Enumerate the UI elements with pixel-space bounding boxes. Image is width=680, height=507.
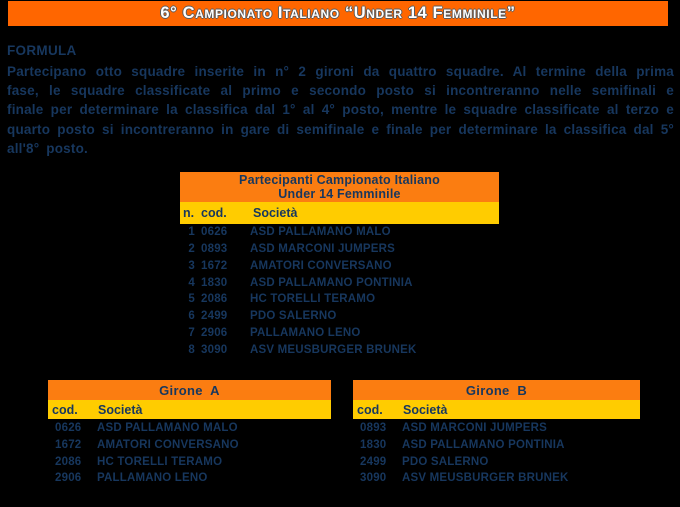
formula-paragraph: Partecipano otto squadre inserite in n° 2 gironi da quattro squadre. Al termine della prima fase, le squadre classificate al primo e secondo posto si incontreranno nelle semifinali e finale per determinare la classifica dal 1° al 4° posto, mentre le squadre classificate al terzo e quarto posto si incontreranno in gare di semifinale e finale per determinare la classifica dal 5° all'8° posto.: [7, 64, 674, 156]
cell-societa: PDO SALERNO: [250, 310, 337, 323]
cell-societa: ASD PALLAMANO MALO: [250, 226, 391, 239]
column-header-n: n.: [183, 206, 195, 220]
cell-cod: 2906: [55, 472, 82, 485]
cell-societa: AMATORI CONVERSANO: [250, 259, 392, 272]
column-header-cod: cod.: [52, 402, 78, 417]
cell-n: 3: [188, 259, 195, 272]
girone-a-rows: [48, 420, 331, 487]
cell-societa: PDO SALERNO: [402, 455, 489, 468]
cell-n: 1: [188, 226, 195, 239]
cell-societa: PALLAMANO LENO: [250, 326, 361, 339]
girone-a-header: Girone A: [48, 380, 331, 400]
cell-cod: 2086: [201, 293, 228, 306]
table-row: [180, 308, 499, 325]
column-header-societa: Società: [403, 402, 448, 417]
cell-cod: 1830: [360, 439, 387, 452]
table-row: [180, 325, 499, 342]
cell-cod: 0893: [360, 422, 387, 435]
table-row: [180, 341, 499, 358]
cell-cod: 0626: [55, 422, 82, 435]
cell-societa: HC TORELLI TERAMO: [250, 293, 376, 306]
participants-title-line2: Under 14 Femminile: [278, 187, 401, 201]
cell-cod: 2499: [360, 455, 387, 468]
column-header-societa: Società: [98, 402, 143, 417]
cell-societa: HC TORELLI TERAMO: [97, 455, 223, 468]
cell-societa: ASD PALLAMANO PONTINIA: [250, 276, 413, 289]
participants-title-line1: Partecipanti Campionato Italiano: [239, 172, 440, 187]
cell-societa: ASD PALLAMANO MALO: [97, 422, 238, 435]
cell-cod: 1672: [55, 439, 82, 452]
cell-n: 2: [188, 243, 195, 256]
cell-societa: ASV MEUSBURGER BRUNEK: [250, 343, 417, 356]
page-title: 6° Campionato Italiano “Under 14 Femminile”: [160, 4, 516, 22]
column-header-societa: Società: [253, 206, 298, 220]
table-row: [48, 437, 331, 454]
formula-section: [7, 43, 674, 158]
cell-n: 6: [188, 310, 195, 323]
table-row: [180, 274, 499, 291]
participants-table-header: [180, 172, 499, 202]
cell-n: 4: [188, 276, 195, 289]
cell-cod: 1830: [201, 276, 228, 289]
table-row: [353, 420, 640, 437]
column-header-cod: cod.: [357, 402, 383, 417]
table-row: [353, 470, 640, 487]
table-row: [48, 453, 331, 470]
cell-societa: ASD MARCONI JUMPERS: [402, 422, 548, 435]
formula-heading: FORMULA: [7, 43, 77, 58]
girone-b-header: Girone B: [353, 380, 640, 400]
table-row: [180, 291, 499, 308]
cell-cod: 2906: [201, 326, 228, 339]
girone-b-rows: [353, 420, 640, 487]
participants-table: [180, 172, 499, 358]
table-row: [180, 241, 499, 258]
cell-societa: PALLAMANO LENO: [97, 472, 208, 485]
table-row: [180, 258, 499, 275]
participants-rows: [180, 224, 499, 358]
cell-societa: ASV MEUSBURGER BRUNEK: [402, 472, 569, 485]
cell-cod: 0626: [201, 226, 228, 239]
cell-cod: 1672: [201, 259, 228, 272]
table-row: [353, 453, 640, 470]
girone-a-column-header-row: [48, 400, 331, 419]
girone-a-table: [48, 380, 331, 487]
column-header-cod: cod.: [201, 206, 227, 220]
cell-societa: AMATORI CONVERSANO: [97, 439, 239, 452]
cell-societa: ASD MARCONI JUMPERS: [250, 243, 396, 256]
cell-cod: 3090: [201, 343, 228, 356]
cell-cod: 0893: [201, 243, 228, 256]
table-row: [353, 437, 640, 454]
cell-n: 7: [188, 326, 195, 339]
cell-cod: 3090: [360, 472, 387, 485]
table-row: [180, 224, 499, 241]
table-row: [48, 470, 331, 487]
title-banner: [8, 1, 668, 26]
cell-n: 8: [188, 343, 195, 356]
cell-cod: 2086: [55, 455, 82, 468]
cell-cod: 2499: [201, 310, 228, 323]
cell-societa: ASD PALLAMANO PONTINIA: [402, 439, 565, 452]
table-row: [48, 420, 331, 437]
participants-column-header-row: [180, 202, 499, 224]
girone-b-column-header-row: [353, 400, 640, 419]
girone-b-table: [353, 380, 640, 487]
cell-n: 5: [188, 293, 195, 306]
